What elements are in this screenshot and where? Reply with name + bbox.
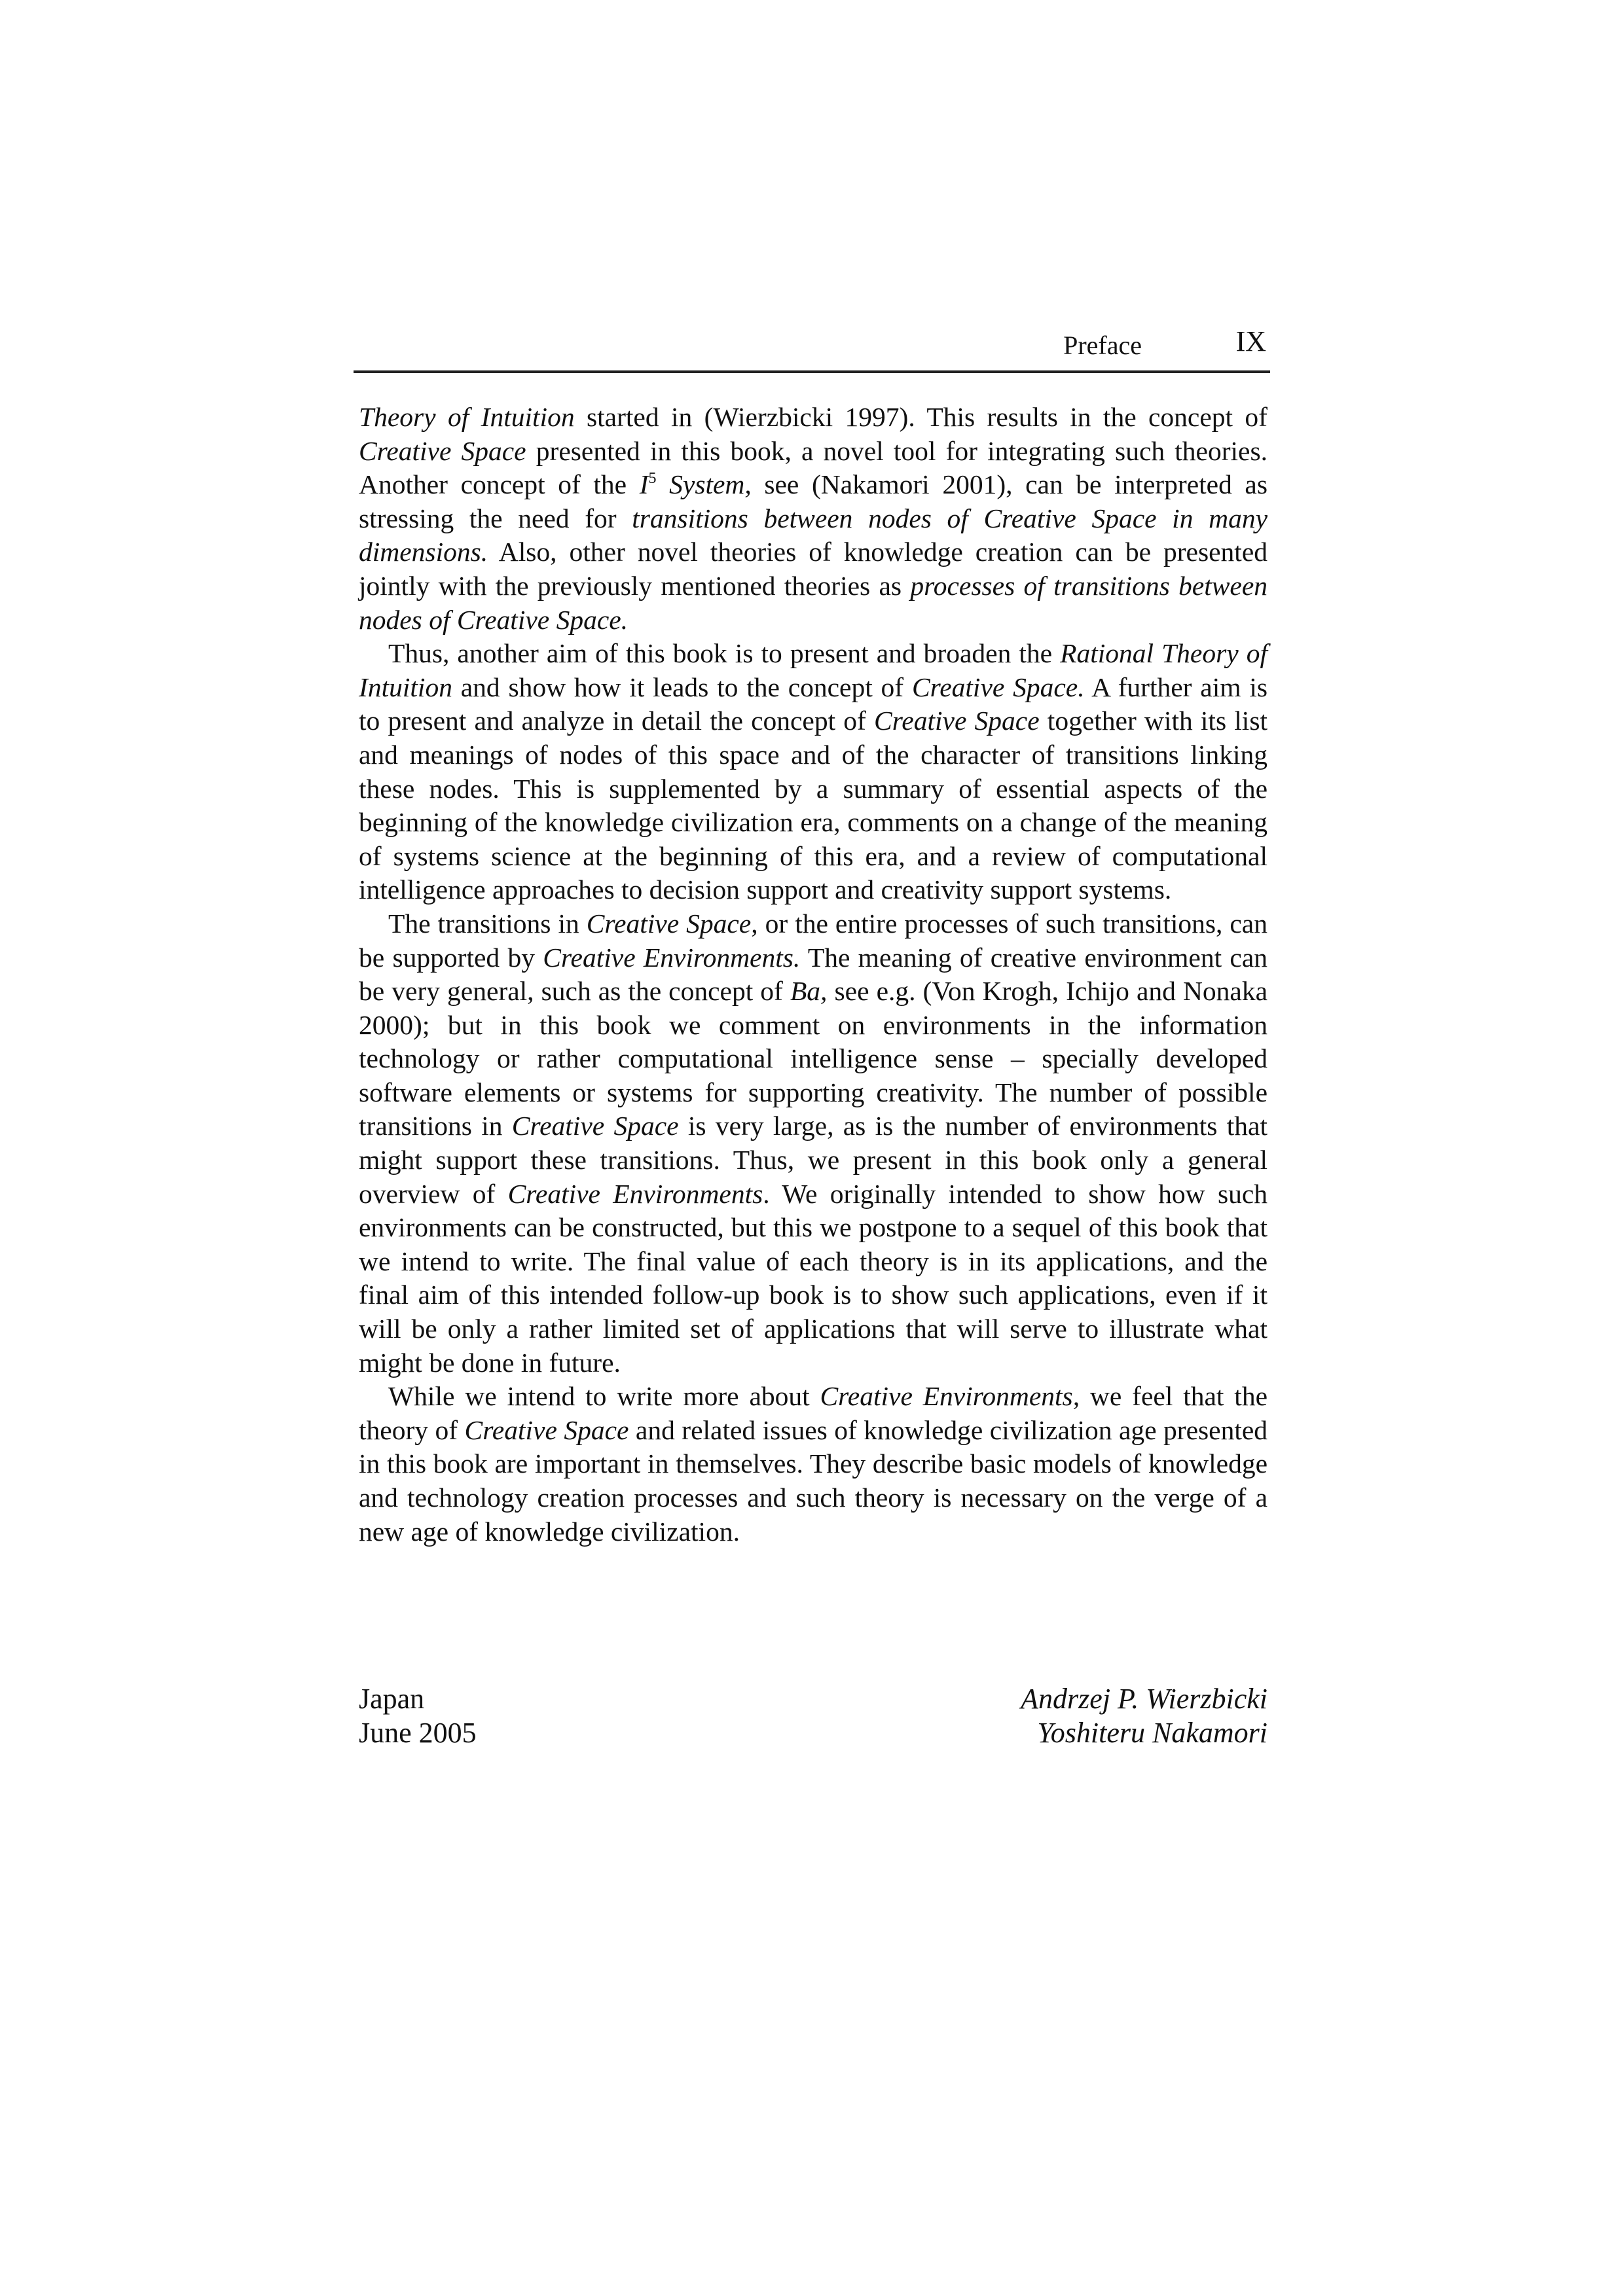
italic-text: processes of transitions between nodes of Creative Space. — [359, 570, 1268, 635]
italic-text: System, — [656, 469, 752, 500]
italic-text: Creative Environments — [507, 1178, 763, 1209]
text-run: The meaning of creative environment can be very general, such as the concept of — [359, 942, 1268, 1007]
text-run: and show how it leads to the concept of — [452, 672, 912, 702]
paragraph — [359, 401, 1267, 637]
superscript-text: 5 — [648, 470, 657, 488]
italic-text: transitions between nodes of Creative Space in many dimensions. — [359, 503, 1267, 567]
signature-place: Japan — [359, 1683, 425, 1715]
italic-text: Creative Environments, — [820, 1381, 1080, 1412]
italic-text: Ba, — [790, 976, 828, 1007]
italic-text: Creative Space — [874, 706, 1040, 736]
text-run: we feel that the theory of — [359, 1381, 1267, 1445]
text-run: see (Nakamori 2001), can be interpreted as stressing the need for — [359, 469, 1267, 533]
italic-text: Creative Space — [511, 1111, 679, 1141]
paragraph — [359, 1380, 1267, 1549]
text-run: is very large, as is the number of environments that might support these transitions. Thus, we present in this book only a general overview of — [359, 1111, 1267, 1209]
italic-text: Creative Environments. — [543, 942, 801, 973]
authors — [1021, 1682, 1267, 1750]
paragraph — [359, 637, 1267, 907]
text-run: presented in this book, a novel tool for integrating such theories. Another concept of the — [359, 435, 1268, 500]
text-run: A further aim is to present and analyze in detail the concept of — [359, 672, 1268, 736]
text-run: started in (Wierzbicki 1997). This results in the concept of — [574, 402, 1268, 432]
italic-text: Creative Space — [464, 1414, 629, 1445]
place-and-date — [359, 1682, 477, 1750]
running-header-section: Preface — [1063, 331, 1142, 360]
page-number: IX — [1235, 325, 1266, 357]
text-run: Also, other novel theories of knowledge creation can be presented jointly with the previously mentioned theories as — [359, 537, 1267, 601]
text-run: see e.g. (Von Krogh, Ichijo and Nonaka 2000); but in this book we comment on environments in the information technology or rather computational intelligence sense – specially developed software elements or systems for supporting creativity. The number of possible transitions in — [359, 976, 1268, 1141]
italic-text: I — [639, 469, 649, 500]
running-header — [354, 318, 1270, 373]
author-name: Yoshiteru Nakamori — [1037, 1717, 1267, 1749]
text-run: Thus, another aim of this book is to present and broaden the — [388, 638, 1061, 669]
text-run: and related issues of knowledge civilization age presented in this book are important in themselves. They describe basic models of knowledge and technology creation processes and such theory is necessary on the verge of a new age of knowledge civilization. — [359, 1414, 1268, 1547]
italic-text: Rational Theory of Intuition — [359, 638, 1267, 702]
signature-date: June 2005 — [359, 1717, 477, 1749]
preface-body — [359, 401, 1267, 1549]
italic-text: Creative Space — [359, 435, 526, 466]
author-name: Andrzej P. Wierzbicki — [1021, 1683, 1267, 1715]
italic-text: Theory of Intuition — [359, 402, 575, 432]
paragraph — [359, 907, 1267, 1380]
text-run: While we intend to write more about — [388, 1381, 820, 1412]
text-run: together with its list and meanings of nodes of this space and of the character of transitions linking these nodes. This is supplemented by a summary of essential aspects of the beginning of the knowledge civilization era, comments on a change of the meaning of systems science at the beginning of this era, and a review of computational intelligence approaches to decision support and creativity support systems. — [359, 706, 1268, 905]
text-run: , or the entire processes of such transitions, can be supported by — [359, 908, 1267, 973]
text-run: The transitions in — [388, 908, 587, 939]
italic-text: Creative Space — [586, 908, 752, 939]
italic-text: Creative Space. — [911, 672, 1085, 702]
text-run: . We originally intended to show how such environments can be constructed, but this we postpone to a sequel of this book that we intend to write. The final value of each theory is in its applications, and the final aim of this intended follow-up book is to show such applications, even if it will be only a rather limited set of applications that will serve to illustrate what might be done in future. — [359, 1178, 1268, 1378]
